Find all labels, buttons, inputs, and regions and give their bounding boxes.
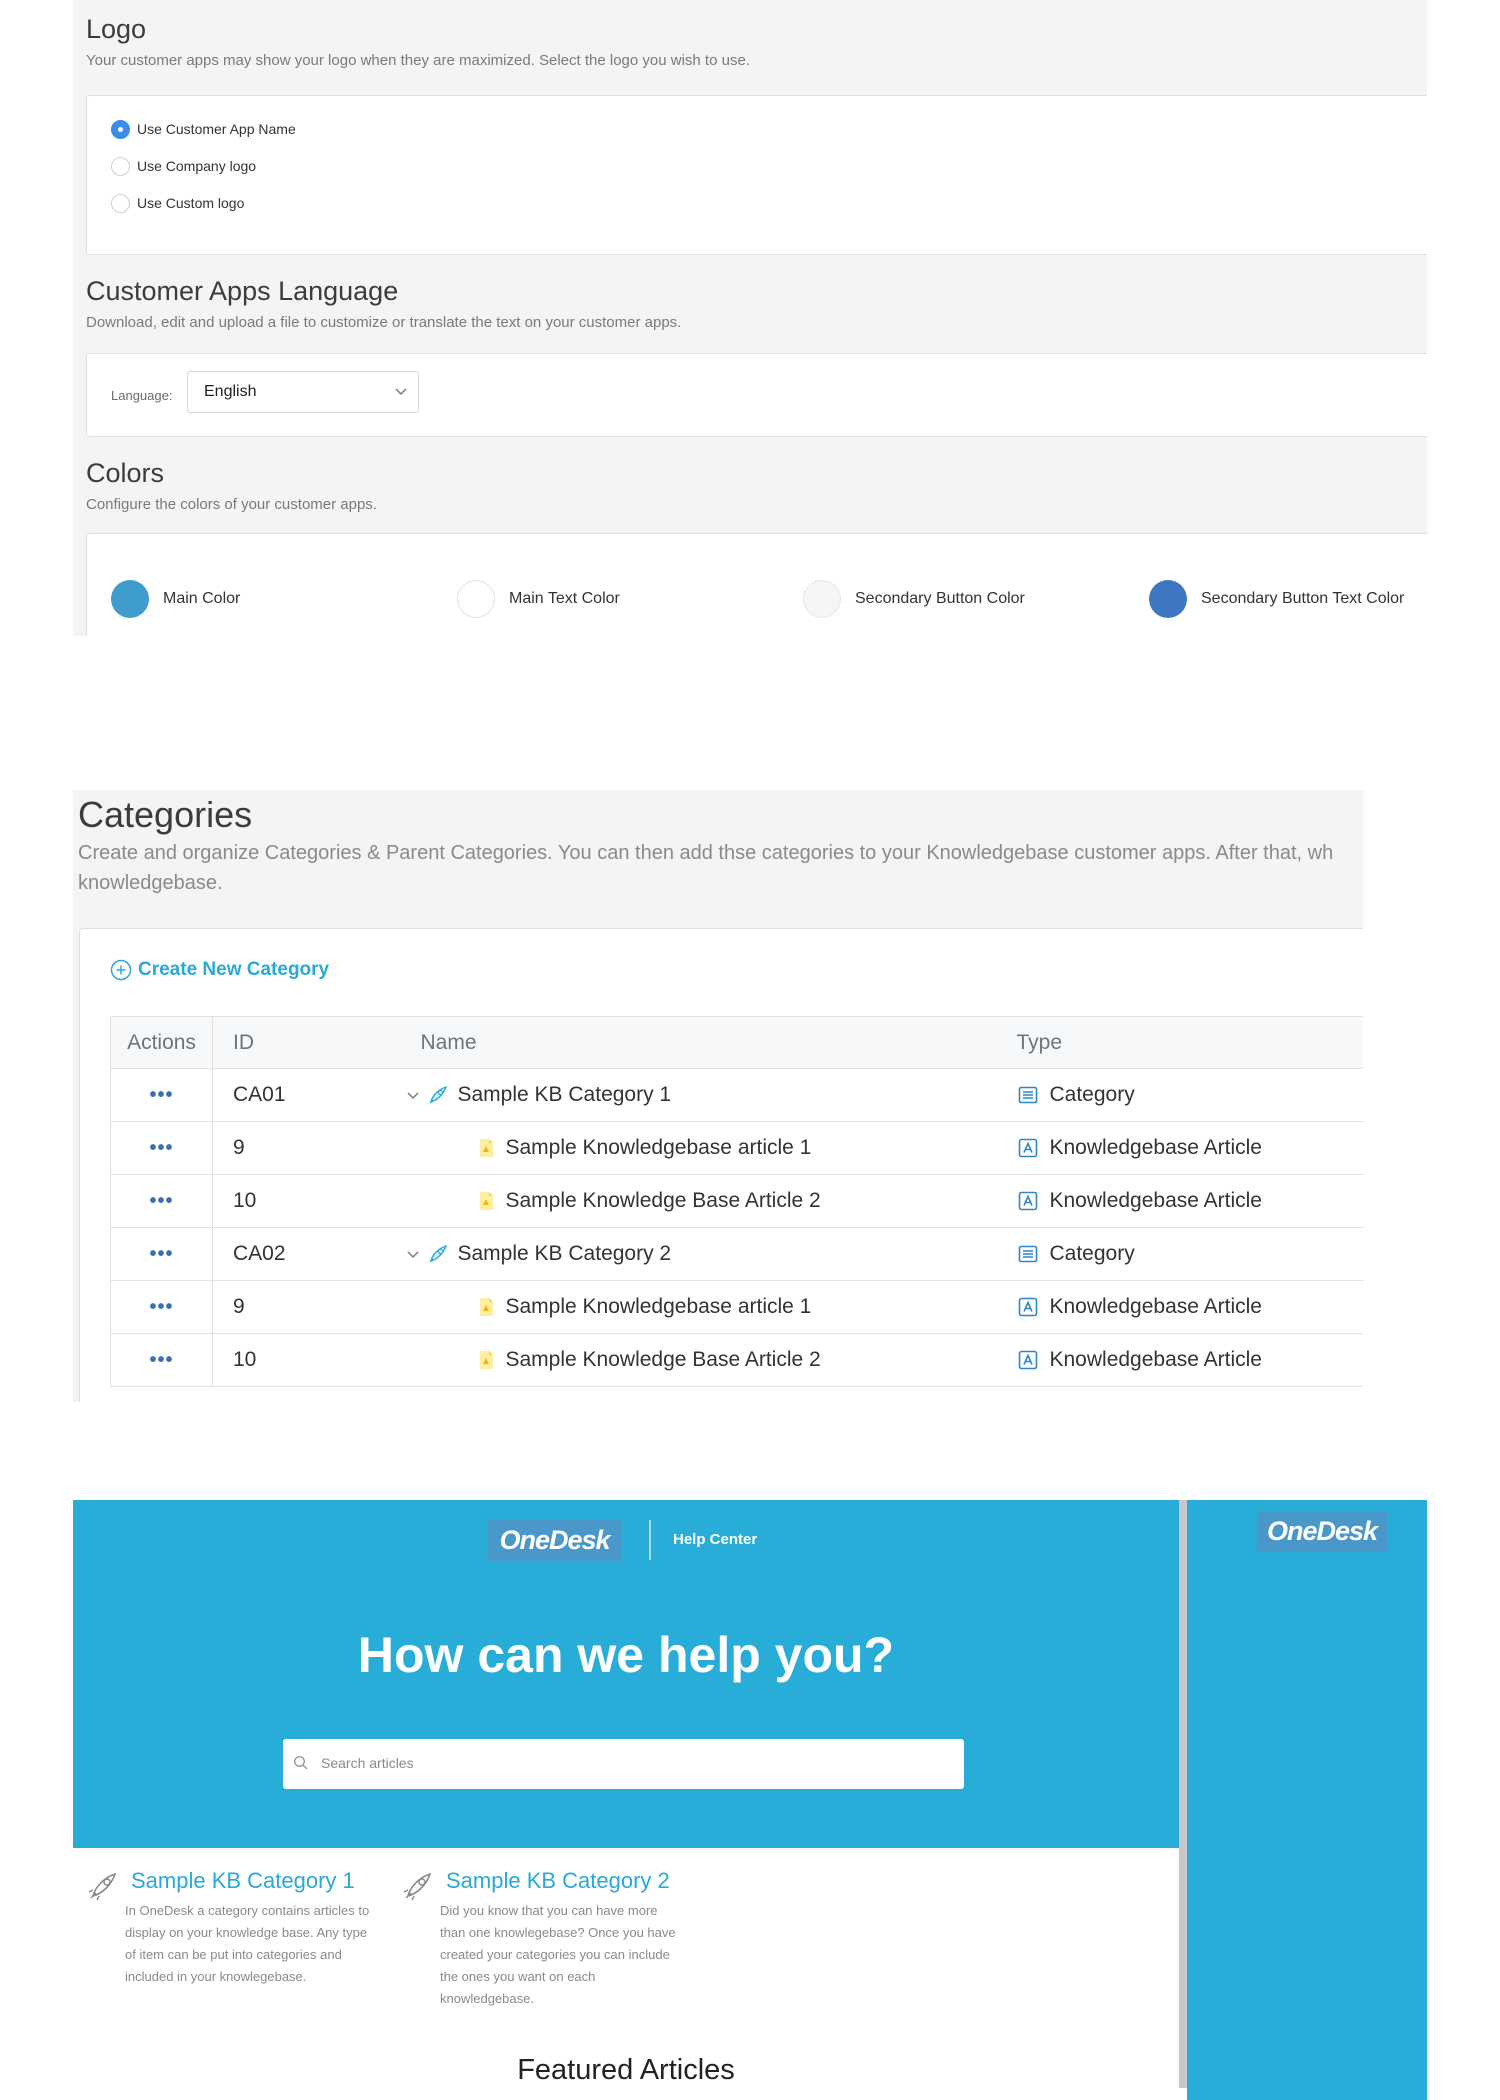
onedesk-logo[interactable]: OneDesk — [1257, 1511, 1387, 1551]
language-value: English — [204, 383, 257, 400]
radio-selected-icon[interactable] — [111, 120, 130, 139]
id-cell: 10 — [213, 1175, 421, 1228]
help-center-label[interactable]: Help Center — [673, 1531, 758, 1548]
colors-section-title: Colors — [86, 458, 165, 488]
help-center-preview — [73, 1500, 1427, 2100]
id-cell: 9 — [213, 1281, 421, 1334]
column-header-type[interactable]: Type — [1013, 1017, 1364, 1069]
id-cell: 10 — [213, 1334, 421, 1387]
kb-category-title[interactable]: Sample KB Category 1 — [131, 1868, 355, 1893]
radio-label: Use Company logo — [137, 158, 257, 174]
categories-table-body — [111, 1069, 1364, 1387]
type-cell — [1013, 1228, 1364, 1281]
name-cell — [421, 1122, 1013, 1175]
categories-panel — [73, 790, 1363, 1402]
item-name[interactable]: Sample KB Category 1 — [457, 1083, 672, 1106]
kb-category-description: In OneDesk a category contains articles to display on your knowledge base. Any type of item can be put into categories and included in your knowlegebase. — [125, 1903, 370, 1984]
search-icon — [293, 1755, 309, 1771]
name-cell — [421, 1334, 1013, 1387]
name-cell — [421, 1281, 1013, 1334]
type-cell — [1013, 1334, 1364, 1387]
logo-section-subtitle: Your customer apps may show your logo when they are maximized. Select the logo you wish to use. — [86, 52, 750, 69]
actions-cell — [111, 1175, 213, 1228]
side-preview-panel — [1187, 1500, 1427, 2100]
radio-use-company-logo[interactable] — [111, 154, 256, 178]
rocket-icon — [85, 1868, 121, 1904]
chevron-down-icon[interactable] — [405, 1246, 421, 1262]
name-cell — [421, 1175, 1013, 1228]
create-new-category-label: Create New Category — [138, 959, 330, 980]
item-name[interactable]: Sample KB Category 2 — [457, 1242, 672, 1265]
item-type: Knowledgebase Article — [1049, 1348, 1262, 1371]
item-type: Category — [1049, 1242, 1135, 1265]
help-center-hero — [73, 1500, 1179, 1848]
customer-app-settings-panel — [73, 0, 1427, 636]
actions-cell — [111, 1334, 213, 1387]
color-label: Secondary Button Text Color — [1201, 590, 1405, 607]
actions-cell — [111, 1281, 213, 1334]
rocket-icon — [400, 1868, 436, 1904]
more-actions-icon[interactable]: ••• — [149, 1190, 174, 1212]
knowledgebase-article-icon — [1017, 1137, 1039, 1159]
color-swatch[interactable] — [803, 580, 841, 618]
more-actions-icon[interactable]: ••• — [149, 1243, 174, 1265]
hero-heading: How can we help you? — [357, 1627, 895, 1683]
featured-articles-heading: Featured Articles — [517, 2054, 735, 2086]
color-label: Secondary Button Color — [855, 590, 1025, 607]
knowledgebase-article-icon — [1017, 1190, 1039, 1212]
more-actions-icon[interactable]: ••• — [149, 1349, 174, 1371]
table-row[interactable] — [111, 1334, 1364, 1387]
rocket-icon — [427, 1243, 449, 1265]
colors-section-subtitle: Configure the colors of your customer apps. — [86, 496, 377, 513]
more-actions-icon[interactable]: ••• — [149, 1137, 174, 1159]
radio-unselected-icon[interactable] — [111, 157, 130, 176]
article-document-icon — [475, 1296, 497, 1318]
category-list-icon — [1017, 1084, 1039, 1106]
color-label: Main Text Color — [509, 590, 620, 607]
categories-card — [79, 928, 1363, 1402]
item-type: Knowledgebase Article — [1049, 1189, 1262, 1212]
table-row[interactable] — [111, 1175, 1364, 1228]
type-cell — [1013, 1281, 1364, 1334]
item-type: Category — [1049, 1083, 1135, 1106]
article-document-icon — [475, 1349, 497, 1371]
article-document-icon — [475, 1137, 497, 1159]
actions-cell — [111, 1122, 213, 1175]
language-select[interactable] — [187, 371, 419, 413]
knowledgebase-article-icon — [1017, 1349, 1039, 1371]
item-type: Knowledgebase Article — [1049, 1295, 1262, 1318]
more-actions-icon[interactable]: ••• — [149, 1084, 174, 1106]
color-swatch[interactable] — [457, 580, 495, 618]
column-header-name[interactable]: Name — [421, 1017, 1013, 1069]
search-articles-input[interactable] — [283, 1739, 964, 1789]
language-card — [86, 353, 1427, 437]
chevron-down-icon — [394, 384, 408, 398]
item-type: Knowledgebase Article — [1049, 1136, 1262, 1159]
radio-label: Use Custom logo — [137, 195, 245, 211]
id-cell: CA01 — [213, 1069, 421, 1122]
id-cell: CA02 — [213, 1228, 421, 1281]
categories-table — [110, 1016, 1363, 1387]
colors-card — [86, 533, 1427, 636]
rocket-icon — [427, 1084, 449, 1106]
actions-cell — [111, 1069, 213, 1122]
id-cell: 9 — [213, 1122, 421, 1175]
knowledgebase-article-icon — [1017, 1296, 1039, 1318]
column-header-id[interactable]: ID — [213, 1017, 421, 1069]
create-new-category-button[interactable] — [110, 959, 329, 981]
table-row[interactable] — [111, 1228, 1364, 1281]
category-list-icon — [1017, 1243, 1039, 1265]
actions-cell — [111, 1228, 213, 1281]
item-name[interactable]: Sample Knowledgebase article 1 — [505, 1136, 812, 1159]
more-actions-icon[interactable]: ••• — [149, 1296, 174, 1318]
logo-options-card — [86, 95, 1427, 255]
color-swatch[interactable] — [1149, 580, 1187, 618]
item-name[interactable]: Sample Knowledge Base Article 2 — [505, 1189, 821, 1212]
table-header-row — [111, 1017, 1364, 1069]
kb-category-title[interactable]: Sample KB Category 2 — [446, 1868, 670, 1893]
header-divider — [649, 1520, 651, 1560]
item-name[interactable]: Sample Knowledgebase article 1 — [505, 1295, 812, 1318]
language-label: Language: — [111, 388, 173, 403]
radio-use-custom-logo[interactable] — [111, 191, 244, 215]
color-item-secondary-button[interactable] — [803, 580, 1025, 618]
chevron-down-icon[interactable] — [405, 1087, 421, 1103]
radio-use-customer-app-name[interactable] — [111, 117, 296, 141]
color-item-main[interactable] — [111, 580, 240, 618]
logo-section-title: Logo — [86, 14, 147, 44]
onedesk-logo[interactable]: OneDesk — [488, 1519, 621, 1561]
language-section-subtitle: Download, edit and upload a file to customize or translate the text on your customer apps. — [86, 314, 682, 331]
table-row[interactable] — [111, 1069, 1364, 1122]
type-cell — [1013, 1175, 1364, 1228]
name-cell — [421, 1069, 1013, 1122]
color-label: Main Color — [163, 590, 241, 607]
search-placeholder: Search articles — [321, 1755, 414, 1771]
name-cell — [421, 1228, 1013, 1281]
language-section-title: Customer Apps Language — [86, 276, 399, 306]
color-swatch[interactable] — [111, 580, 149, 618]
article-document-icon — [475, 1190, 497, 1212]
kb-category-description: Did you know that you can have more than one knowlegebase? Once you have created your categories you can include the ones you want on each knowledgebase. — [440, 1903, 676, 2006]
categories-title: Categories — [78, 794, 253, 835]
type-cell — [1013, 1069, 1364, 1122]
categories-description: Create and organize Categories & Parent Categories. You can then add thse categories to your Knowledgebase customer apps. After that, wh knowledgebase. — [78, 842, 1334, 894]
color-item-secondary-button-text[interactable] — [1149, 580, 1404, 618]
column-header-actions[interactable]: Actions — [111, 1017, 213, 1069]
preview-divider — [1179, 1500, 1187, 2088]
type-cell — [1013, 1122, 1364, 1175]
radio-label: Use Customer App Name — [137, 121, 296, 137]
item-name[interactable]: Sample Knowledge Base Article 2 — [505, 1348, 821, 1371]
table-row[interactable] — [111, 1122, 1364, 1175]
plus-circle-icon — [110, 959, 132, 981]
radio-unselected-icon[interactable] — [111, 194, 130, 213]
table-row[interactable] — [111, 1281, 1364, 1334]
color-item-main-text[interactable] — [457, 580, 620, 618]
